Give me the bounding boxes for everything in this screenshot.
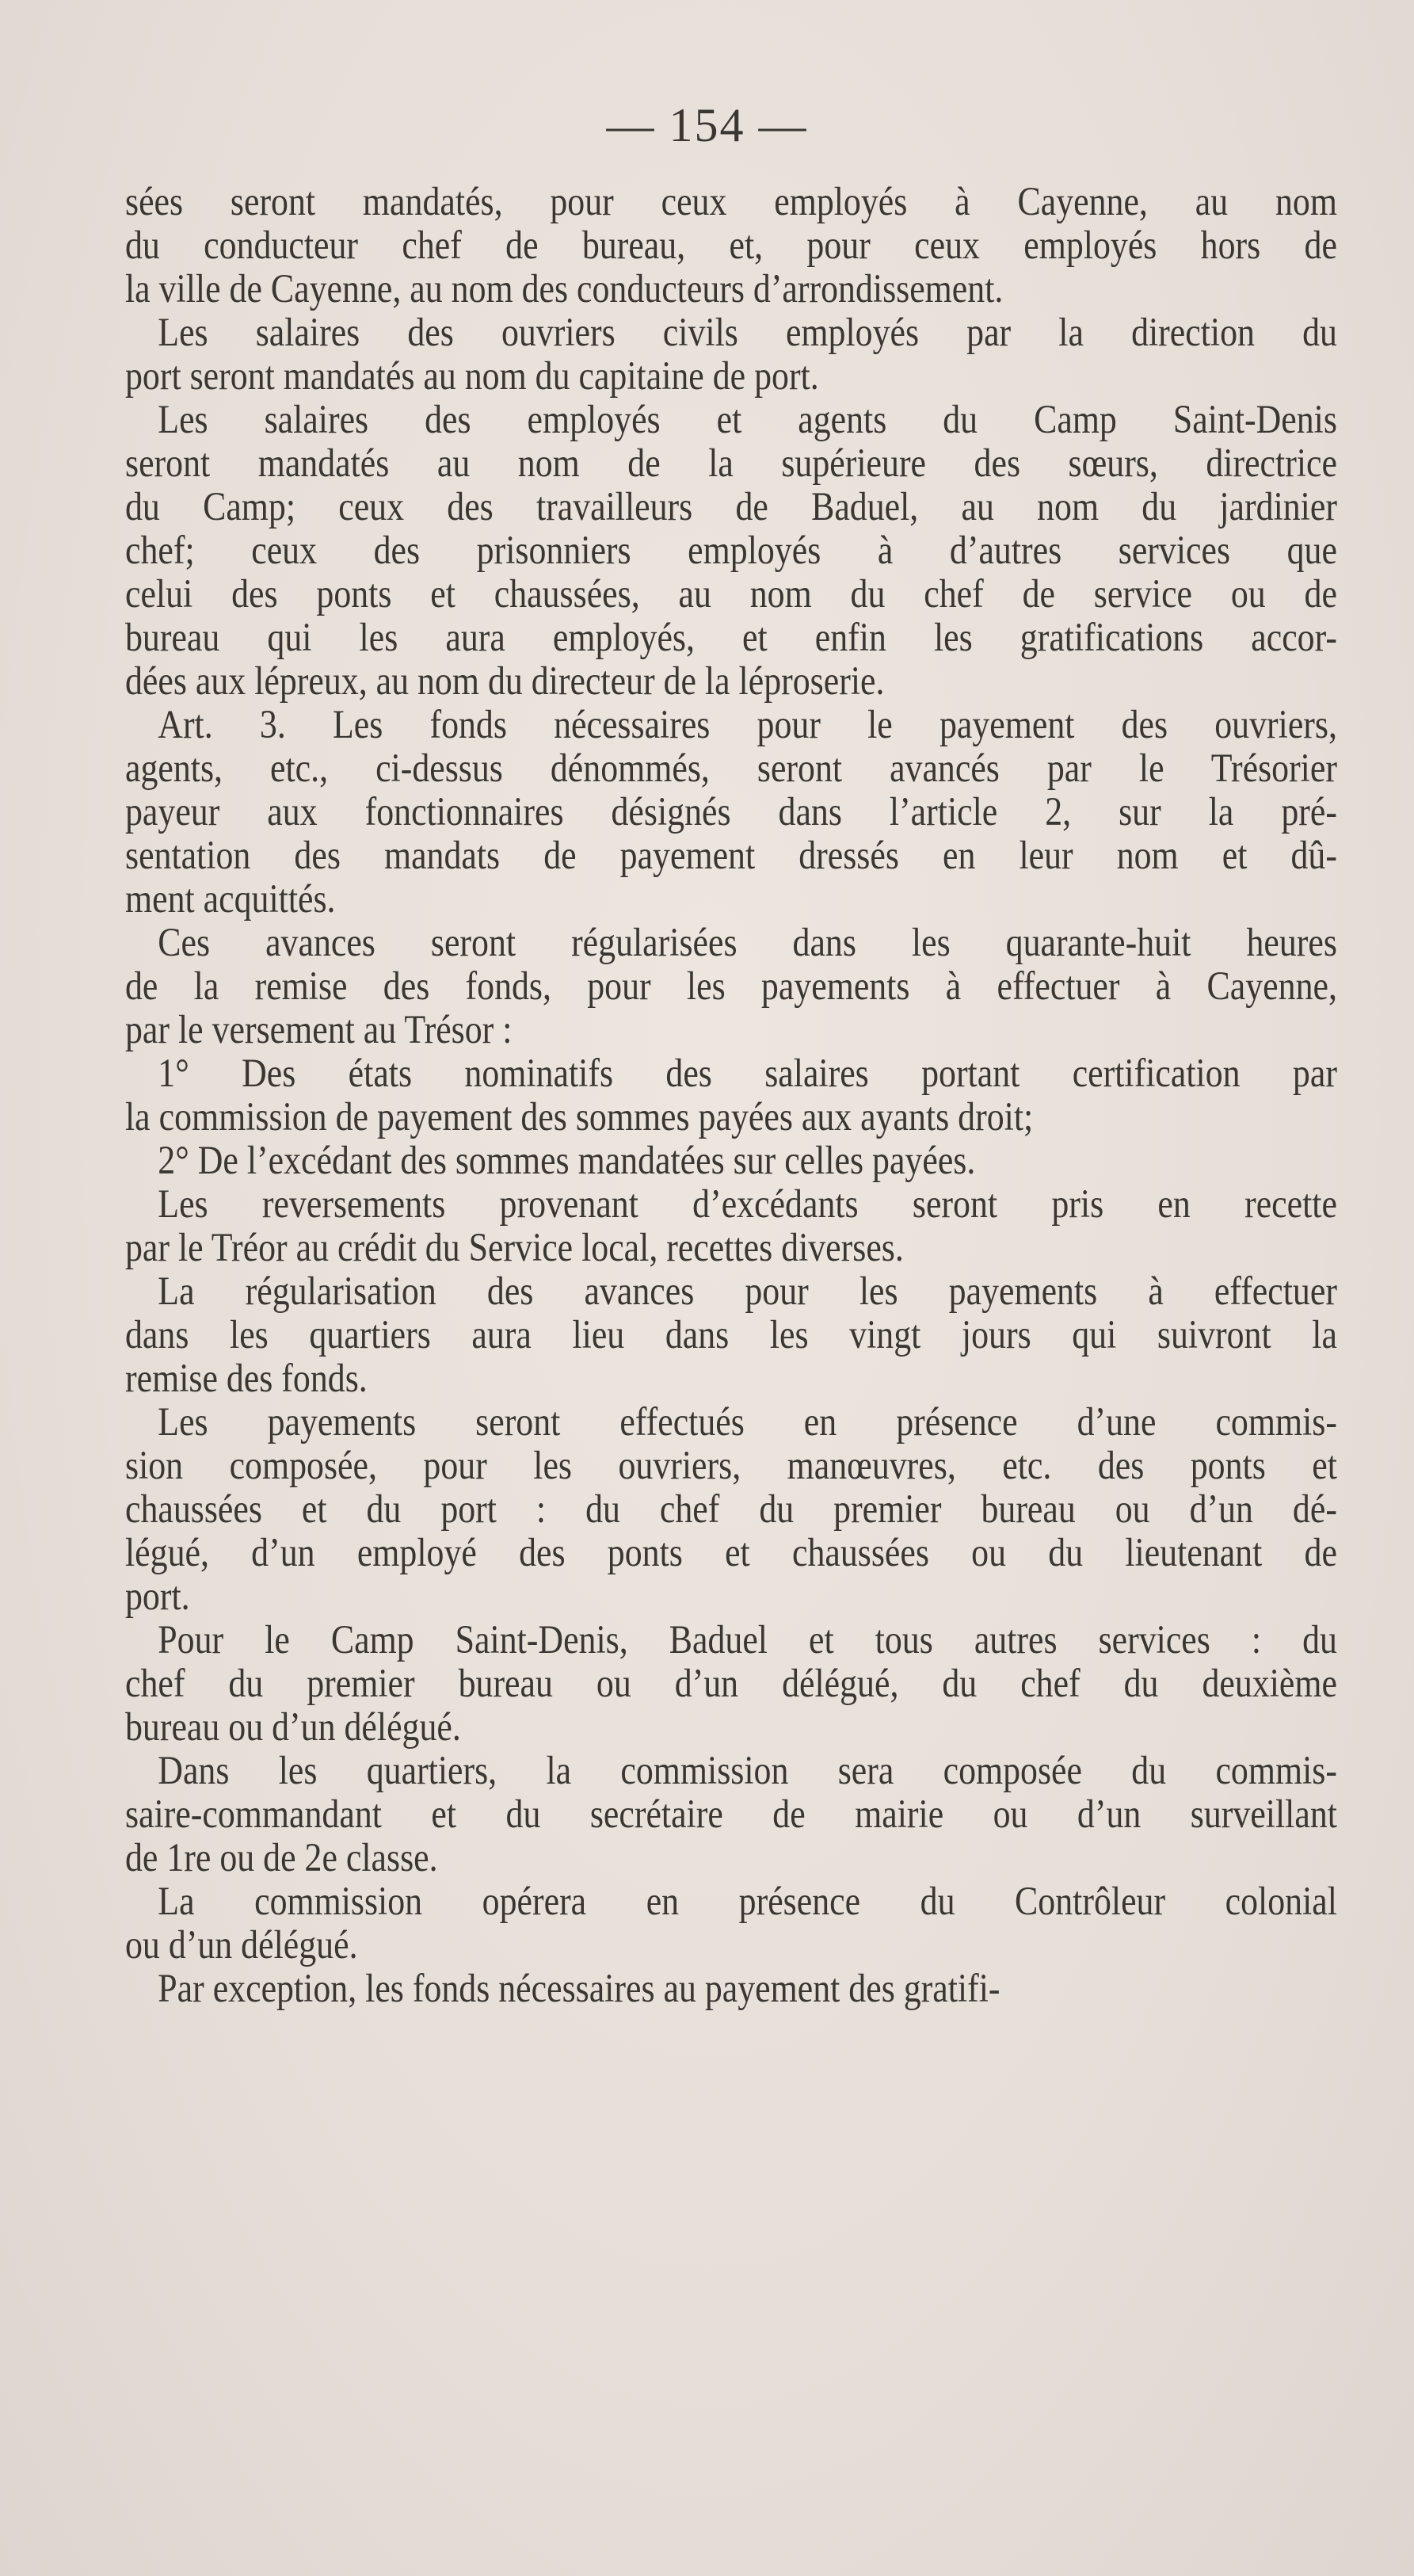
paragraph	[125, 704, 1337, 922]
text-line: ou d’un délégué.	[125, 1923, 358, 1967]
text-line: agents, etc., ci-dessus dénommés, seront avancés par le Trésorier	[125, 746, 1337, 791]
text-line: La commission opérera en présence du Contrôleur colonial	[158, 1880, 1337, 1924]
paragraph	[125, 922, 1337, 1052]
text-line: celui des ponts et chaussées, au nom du chef de service ou de	[125, 572, 1337, 616]
paragraph	[125, 1052, 1337, 1139]
text-line: de 1re ou de 2e classe.	[125, 1836, 438, 1880]
text-line: chef; ceux des prisonniers employés à d’autres services que	[125, 529, 1337, 573]
paragraph	[125, 1270, 1337, 1401]
text-line: par le Tréor au crédit du Service local, recettes diverses.	[125, 1226, 904, 1270]
text-line: La régularisation des avances pour les payements à effectuer	[158, 1269, 1337, 1314]
text-line: bureau qui les aura employés, et enfin les gratifications accor-	[125, 616, 1337, 660]
text-line: Art. 3. Les fonds nécessaires pour le payement des ouvriers,	[158, 703, 1337, 747]
text-line: port.	[125, 1574, 190, 1619]
text-line: de la remise des fonds, pour les payements à effectuer à Cayenne,	[125, 964, 1337, 1009]
text-line: dans les quartiers aura lieu dans les vingt jours qui suivront la	[125, 1313, 1337, 1357]
paragraph	[125, 1750, 1337, 1880]
paragraph	[125, 311, 1337, 399]
text-line: bureau ou d’un délégué.	[125, 1705, 461, 1750]
page-number: — 154 —	[606, 99, 808, 151]
text-line: légué, d’un employé des ponts et chaussées ou du lieutenant de	[125, 1531, 1337, 1575]
text-line: saire-commandant et du secrétaire de mairie ou d’un surveillant	[125, 1792, 1337, 1837]
text-line: Les salaires des ouvriers civils employés par la direction du	[158, 311, 1337, 355]
text-line: Les reversements provenant d’excédants seront pris en recette	[158, 1182, 1337, 1227]
paragraph	[125, 1401, 1337, 1619]
text-line: Pour le Camp Saint-Denis, Baduel et tous autres services : du	[158, 1618, 1337, 1662]
paragraph	[125, 399, 1337, 704]
text-line: Par exception, les fonds nécessaires au payement des gratifi-	[158, 1967, 1000, 2011]
text-line: port seront mandatés au nom du capitaine de port.	[125, 354, 819, 399]
paragraph	[125, 1139, 1337, 1183]
text-line: sion composée, pour les ouvriers, manœuvres, etc. des ponts et	[125, 1444, 1337, 1488]
text-line: chaussées et du port : du chef du premier bureau ou d’un dé-	[125, 1487, 1337, 1532]
text-line: chef du premier bureau ou d’un délégué, du chef du deuxième	[125, 1662, 1337, 1706]
text-line: Les payements seront effectués en présence d’une commis-	[158, 1400, 1337, 1444]
text-line: sentation des mandats de payement dressés en leur nom et dû-	[125, 834, 1337, 878]
text-line: payeur aux fonctionnaires désignés dans l’article 2, sur la pré-	[125, 790, 1337, 834]
text-line: dées aux lépreux, au nom du directeur de la léproserie.	[125, 659, 885, 704]
text-line: Dans les quartiers, la commission sera composée du commis-	[158, 1749, 1337, 1793]
body-text	[125, 181, 1337, 2011]
text-line: du conducteur chef de bureau, et, pour ceux employés hors de	[125, 223, 1337, 268]
text-line: du Camp; ceux des travailleurs de Baduel, au nom du jardinier	[125, 485, 1337, 529]
text-line: par le versement au Trésor :	[125, 1008, 513, 1052]
text-line: ment acquittés.	[125, 877, 336, 922]
text-line: 1° Des états nominatifs des salaires portant certification par	[158, 1051, 1337, 1096]
paragraph	[125, 1880, 1337, 1967]
paragraph	[125, 1183, 1337, 1270]
text-line: sées seront mandatés, pour ceux employés à Cayenne, au nom	[125, 180, 1337, 224]
paragraph	[125, 1619, 1337, 1750]
text-line: Ces avances seront régularisées dans les quarante-huit heures	[158, 921, 1337, 965]
text-line: remise des fonds.	[125, 1357, 368, 1401]
text-line: seront mandatés au nom de la supérieure des sœurs, directrice	[125, 441, 1337, 486]
text-line: la ville de Cayenne, au nom des conducteurs d’arrondissement.	[125, 267, 1004, 311]
paragraph	[125, 1967, 1337, 2011]
paragraph	[125, 181, 1337, 311]
text-line: 2° De l’excédant des sommes mandatées sur celles payées.	[158, 1139, 976, 1183]
text-line: Les salaires des employés et agents du Camp Saint-Denis	[158, 398, 1337, 442]
text-line: la commission de payement des sommes payées aux ayants droit;	[125, 1095, 1034, 1139]
